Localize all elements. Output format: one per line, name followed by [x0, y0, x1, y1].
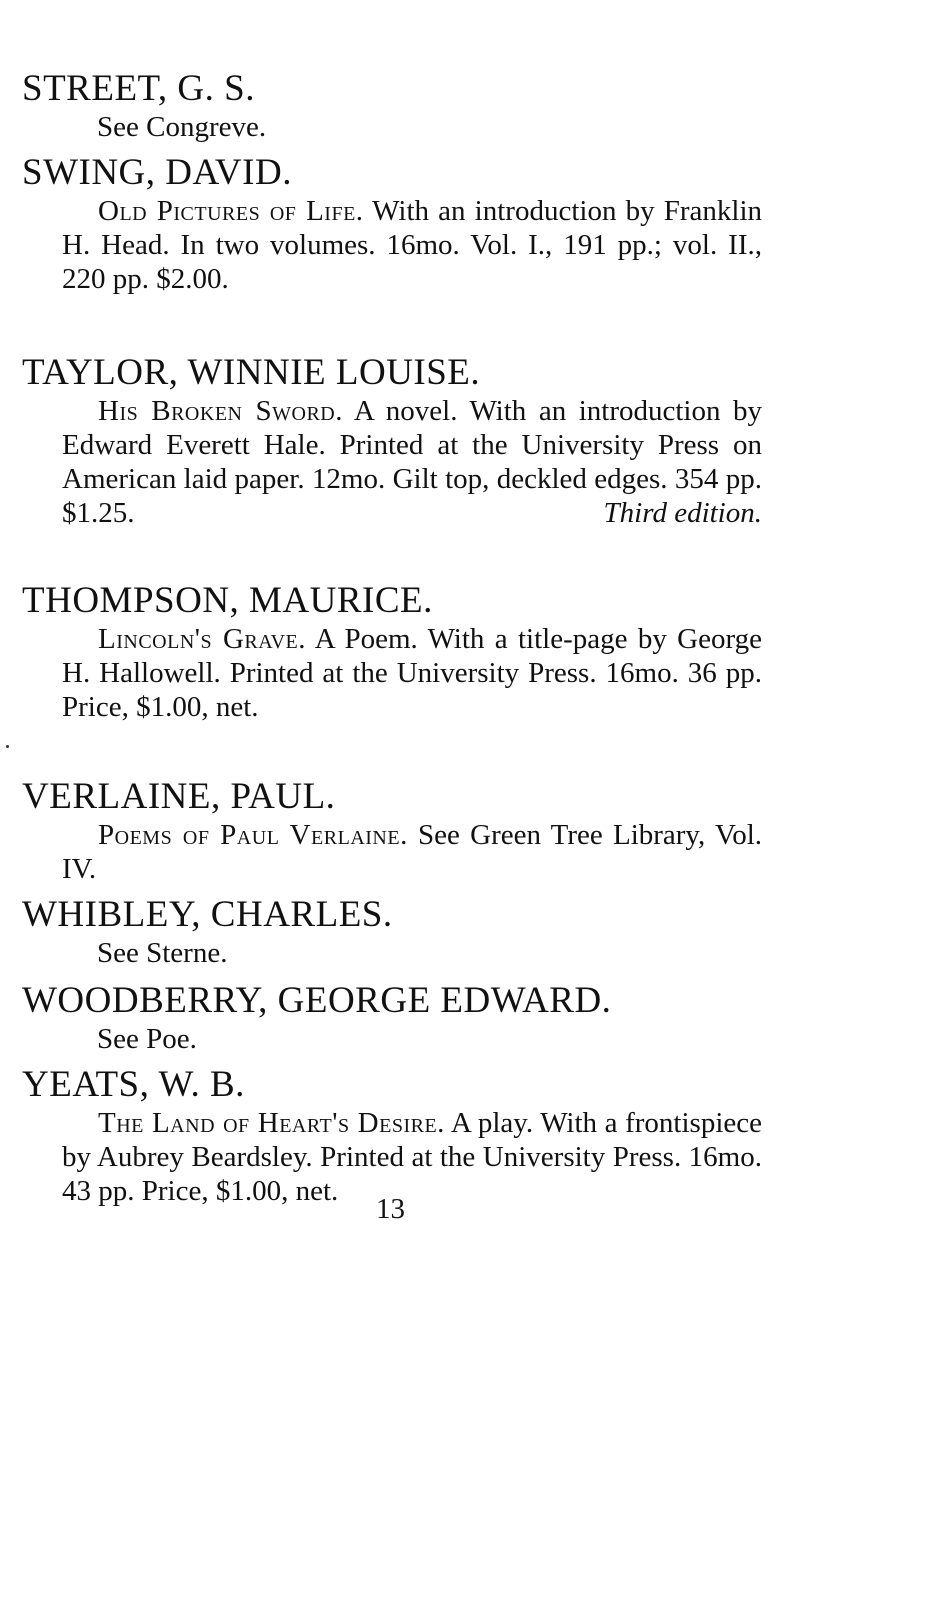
book-description: [62, 394, 762, 530]
book-title: Poems of Paul Verlaine.: [98, 819, 408, 851]
book-description: [62, 1106, 762, 1208]
edition-note: Third edition.: [603, 497, 762, 529]
cross-reference: See Congreve.: [97, 111, 267, 143]
author-heading: THOMPSON, MAURICE.: [22, 580, 433, 621]
book-title: Lincoln's Grave.: [98, 623, 307, 655]
book-details: A Poem. With a title-page by George H. Hallowell. Printed at the University Press. 16mo. 36 pp. Price, $1.00, net.: [62, 623, 762, 723]
entry-thompson: [22, 580, 762, 724]
author-heading: TAYLOR, WINNIE LOUISE.: [22, 352, 481, 393]
book-title: Old Pictures of Life.: [98, 195, 364, 227]
book-description: [62, 194, 762, 296]
author-heading: SWING, DAVID.: [22, 152, 292, 193]
author-heading: STREET, G. S.: [22, 68, 255, 109]
entry-verlaine: [22, 776, 762, 886]
book-description: [62, 818, 762, 886]
author-heading: YEATS, W. B.: [22, 1064, 245, 1105]
book-details: See Green Tree Library, Vol. IV.: [62, 819, 762, 885]
author-heading: VERLAINE, PAUL.: [22, 776, 336, 817]
author-heading: WOODBERRY, GEORGE EDWARD.: [22, 980, 612, 1021]
book-details: A novel. With an introduction by Edward Everett Hale. Printed at the University Press on American laid paper. 12mo. Gilt top, deckled edges. 354 pp. $1.25.: [62, 395, 763, 529]
entry-taylor: [22, 352, 762, 530]
entry-swing: [22, 152, 762, 296]
entry-street: [22, 68, 762, 144]
stray-mark: [6, 745, 9, 748]
entry-whibley: [22, 894, 762, 970]
book-title: The Land of Heart's Desire.: [98, 1107, 445, 1139]
book-details: A play. With a frontispiece by Aubrey Beardsley. Printed at the University Press. 16mo. 43 pp. Price, $1.00, net.: [62, 1107, 762, 1207]
entry-yeats: [22, 1064, 762, 1208]
cross-reference: See Sterne.: [97, 937, 228, 969]
page-number: 13: [376, 1193, 405, 1225]
book-details: With an introduction by Franklin H. Head. In two volumes. 16mo. Vol. I., 191 pp.; vol. II., 220 pp. $2.00.: [62, 195, 763, 295]
cross-reference: See Poe.: [97, 1023, 197, 1055]
entry-woodberry: [22, 980, 762, 1056]
book-description: [62, 622, 762, 724]
author-heading: WHIBLEY, CHARLES.: [22, 894, 393, 935]
book-title: His Broken Sword.: [98, 395, 343, 427]
